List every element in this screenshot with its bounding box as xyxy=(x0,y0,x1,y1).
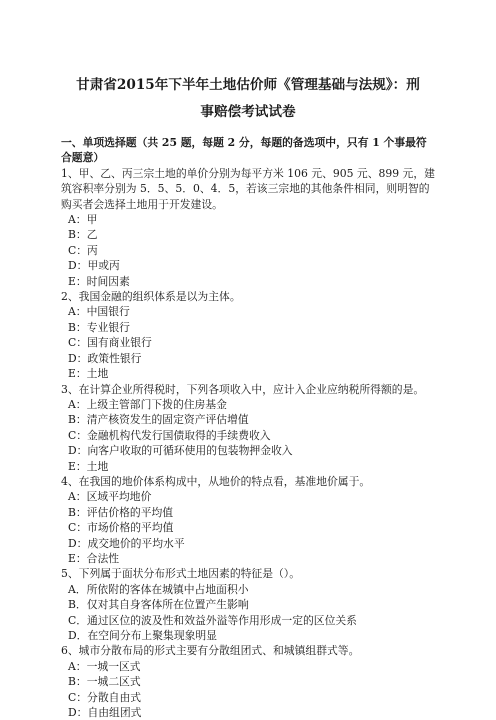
question-stem: 3、在计算企业所得税时，下列各项收入中，应计入企业应纳税所得额的是。 xyxy=(61,382,425,396)
answer-option: B：评估价格的平均值 xyxy=(68,505,174,519)
document-title-line1: 甘肃省2015年下半年土地估价师《管理基础与法规》：刑 xyxy=(76,77,420,93)
answer-option: C：国有商业银行 xyxy=(68,336,152,350)
question-stem: 1、甲、乙、丙三宗土地的单价分别为每平方米 106 元、905 元、899 元，建筑容积率分别为 5．5、5．0、4．5，若该三宗地的其他条件相同，则明智的购买者会选择土地用于开发建设。 xyxy=(61,166,435,211)
answer-option: B：一城二区式 xyxy=(68,675,141,689)
answer-option: A：中国银行 xyxy=(68,305,130,319)
answer-option: D：政策性银行 xyxy=(68,351,142,365)
answer-option: D：成交地价的平均水平 xyxy=(68,536,185,550)
answer-option: E：合法性 xyxy=(68,551,120,565)
answer-option: B：专业银行 xyxy=(68,320,130,334)
answer-option: A：区域平均地价 xyxy=(68,490,152,504)
document-title-line2: 事赔偿考试试卷 xyxy=(200,104,296,120)
answer-option: B：乙 xyxy=(68,228,98,242)
answer-option: D．在空间分布上聚集现象明显 xyxy=(68,629,218,642)
question-stem: 6、城市分散布局的形式主要有分散组团式、和城镇组群式等。 xyxy=(61,644,360,658)
answer-option: C：市场价格的平均值 xyxy=(68,521,174,535)
answer-option: B．仅对其自身客体所在位置产生影响 xyxy=(68,598,249,612)
section-heading: 一、单项选择题（共 25 题，每题 2 分，每题的备选项中，只有 1 个事最符合题意） xyxy=(61,136,427,165)
answer-option: E：土地 xyxy=(68,367,109,381)
answer-option: E：时间因素 xyxy=(68,274,130,288)
question-list xyxy=(61,166,435,720)
answer-option: A：甲 xyxy=(68,213,98,227)
answer-option: B：清产核资发生的固定资产评估增值 xyxy=(68,413,249,427)
question-stem: 5、下列属于面状分布形式土地因素的特征是（）。 xyxy=(61,567,300,581)
answer-option: D：自由组团式 xyxy=(68,706,142,720)
question-stem: 2、我国金融的组织体系是以为主体。 xyxy=(61,290,241,304)
answer-option: A．所依附的客体在城镇中占地面积小 xyxy=(68,582,249,596)
answer-option: A：上级主管部门下拨的住房基金 xyxy=(68,397,227,411)
question-stem: 4、在我国的地价体系构成中，从地价的特点看，基准地价属于。 xyxy=(61,474,371,488)
answer-option: A：一城一区式 xyxy=(68,659,141,673)
answer-option: D：向客户收取的可循环使用的包装物押金收入 xyxy=(68,444,293,458)
answer-option: C：丙 xyxy=(68,243,98,257)
answer-option: C：分散自由式 xyxy=(68,690,142,704)
answer-option: C．通过区位的波及性和效益外溢等作用形成一定的区位关系 xyxy=(68,613,357,627)
answer-option: C：金融机构代发行国债取得的手续费收入 xyxy=(68,428,271,442)
answer-option: E：土地 xyxy=(68,459,109,473)
answer-option: D：甲或丙 xyxy=(68,259,120,273)
